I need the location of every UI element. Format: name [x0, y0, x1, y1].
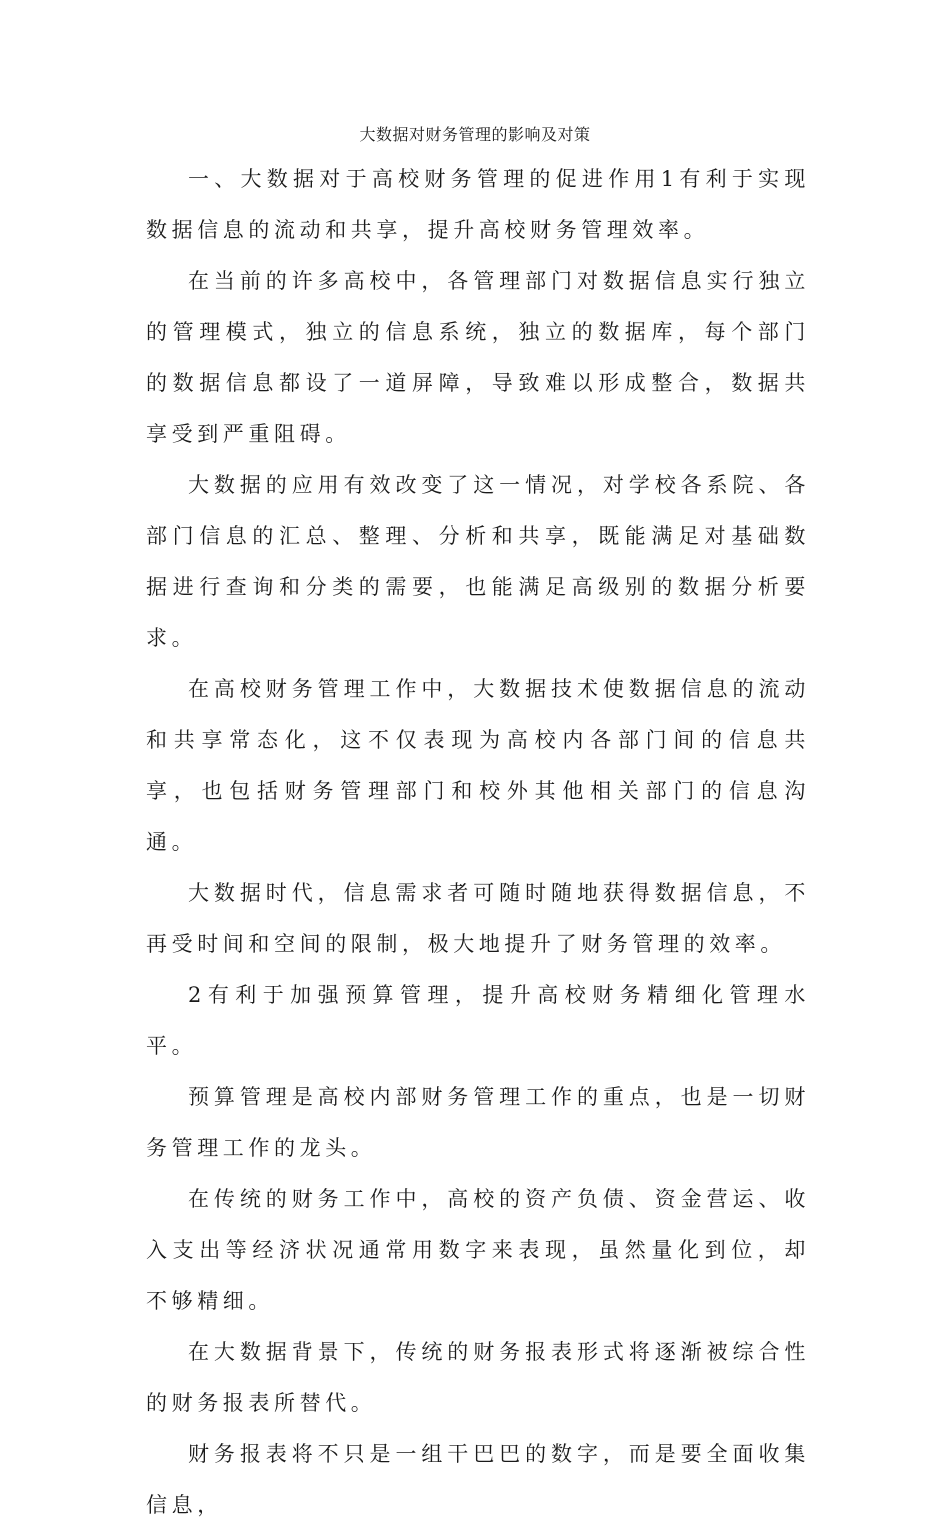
- paragraph-6: 2有利于加强预算管理，提升高校财务精细化管理水平。: [146, 983, 810, 1058]
- paragraph-5: 大数据时代，信息需求者可随时随地获得数据信息，不再受时间和空间的限制，极大地提升了财务管理的效率。: [146, 881, 810, 956]
- paragraph-7: 预算管理是高校内部财务管理工作的重点，也是一切财务管理工作的龙头。: [146, 1085, 810, 1160]
- document-body: [146, 154, 810, 1531]
- paragraph-3: 大数据的应用有效改变了这一情况，对学校各系院、各部门信息的汇总、整理、分析和共享，既能满足对基础数据进行查询和分类的需要，也能满足高级别的数据分析要求。: [146, 473, 810, 650]
- paragraph-4: 在高校财务管理工作中，大数据技术使数据信息的流动和共享常态化，这不仅表现为高校内各部门间的信息共享，也包括财务管理部门和校外其他相关部门的信息沟通。: [146, 677, 810, 854]
- document-title: 大数据对财务管理的影响及对策: [359, 125, 591, 144]
- paragraph-8: 在传统的财务工作中，高校的资产负债、资金营运、收入支出等经济状况通常用数字来表现，虽然量化到位，却不够精细。: [146, 1187, 810, 1313]
- paragraph-9: 在大数据背景下，传统的财务报表形式将逐渐被综合性的财务报表所替代。: [146, 1340, 810, 1415]
- paragraph-2: 在当前的许多高校中，各管理部门对数据信息实行独立的管理模式，独立的信息系统，独立的数据库，每个部门的数据信息都设了一道屏障，导致难以形成整合，数据共享受到严重阻碍。: [146, 269, 810, 446]
- paragraph-10: 财务报表将不只是一组干巴巴的数字，而是要全面收集信息，: [146, 1442, 810, 1517]
- paragraph-1: 一、大数据对于高校财务管理的促进作用1有利于实现数据信息的流动和共享，提升高校财务管理效率。: [146, 167, 810, 242]
